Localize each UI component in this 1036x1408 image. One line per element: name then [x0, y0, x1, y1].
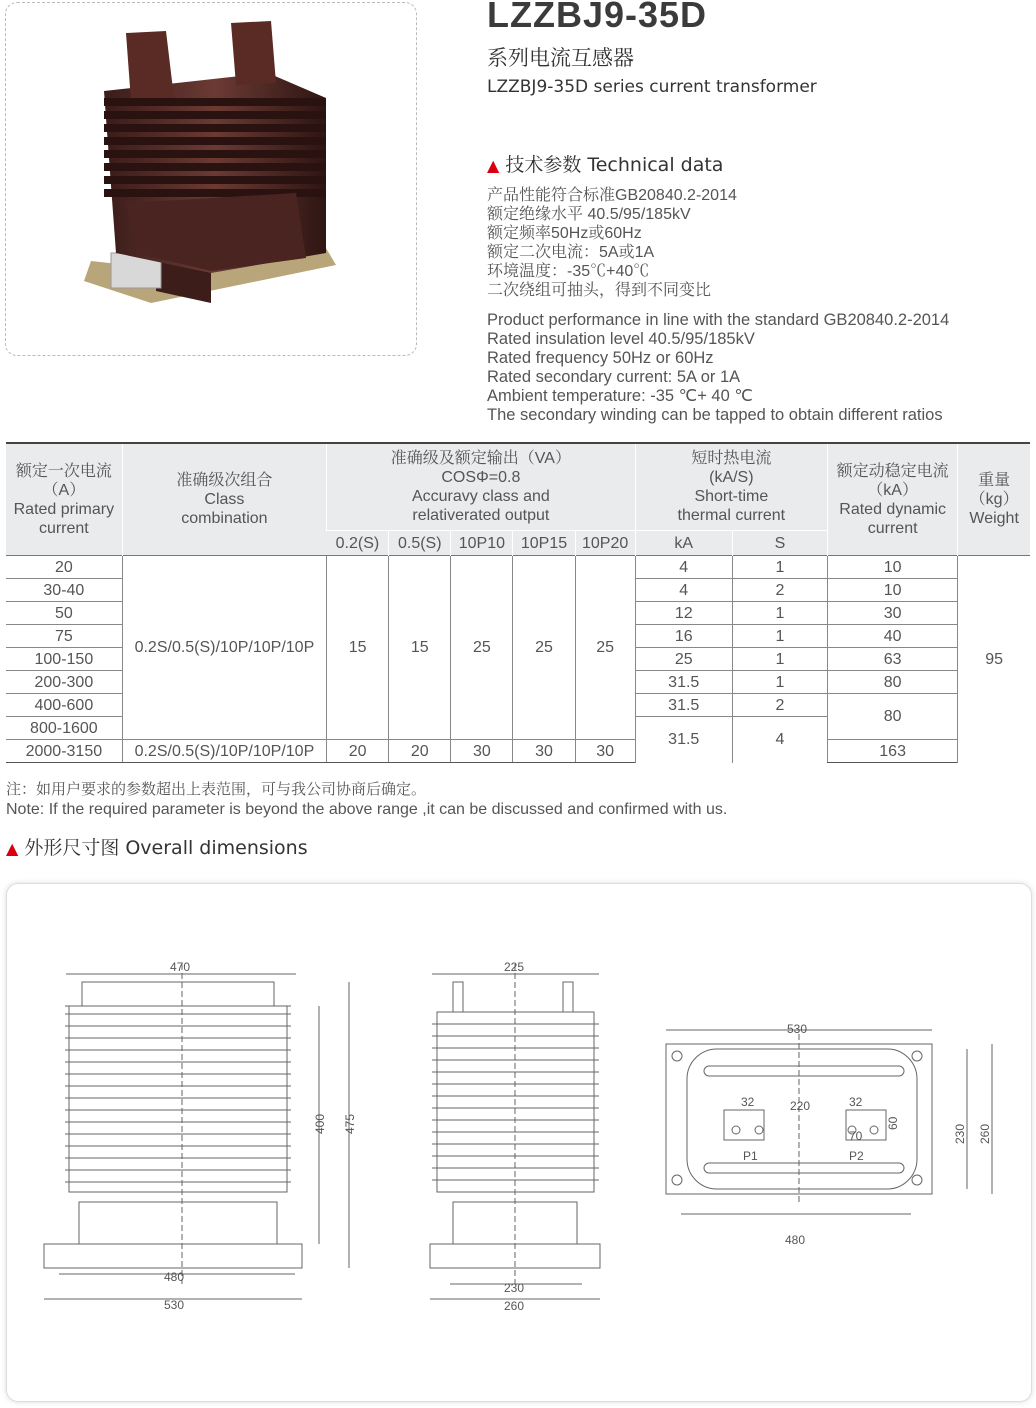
cell-dynamic: 30 — [828, 602, 958, 625]
dim-label: P2 — [849, 1149, 864, 1163]
cell-primary: 50 — [6, 602, 122, 625]
cell-s: 2 — [732, 694, 827, 717]
subheader: S — [732, 531, 827, 556]
cell-primary: 75 — [6, 625, 122, 648]
dim-label: 530 — [164, 1298, 185, 1312]
header-short-time-current: 短时热电流 (kA/S) Short-time thermal current — [635, 443, 827, 531]
subheader: 10P15 — [513, 531, 575, 556]
dim-label: 220 — [790, 1099, 811, 1113]
dim-label: 70 — [849, 1129, 863, 1143]
dimension-drawing-panel — [6, 883, 1032, 1402]
cell-ka: 25 — [635, 648, 732, 671]
spec-list-en — [487, 311, 949, 425]
cell-dynamic: 10 — [828, 579, 958, 602]
cell-dynamic: 10 — [828, 556, 958, 579]
product-photo — [6, 3, 418, 357]
cell-primary: 800-1600 — [6, 717, 122, 740]
header-class-combination: 准确级次组合 Class combination — [122, 443, 326, 556]
cell-output: 15 — [389, 556, 451, 740]
dimensions-heading: ▲ 外形尺寸图 Overall dimensions — [6, 837, 308, 859]
cell-primary: 200-300 — [6, 671, 122, 694]
subheader: 10P10 — [451, 531, 513, 556]
spec-list-cn — [487, 186, 737, 300]
cell-output: 30 — [513, 740, 575, 763]
spec-line: 二次绕组可抽头，得到不同变比 — [487, 282, 712, 299]
triangle-icon: ▲ — [6, 839, 19, 858]
cell-ka: 31.5 — [635, 671, 732, 694]
dim-label: 480 — [164, 1270, 185, 1284]
side-view — [430, 964, 600, 1299]
dim-label: 530 — [787, 1022, 808, 1036]
header-rated-primary: 额定一次电流 （A） Rated primary current — [6, 443, 122, 556]
cell-dynamic: 80 — [828, 694, 958, 740]
subheader: 0.5(S) — [389, 531, 451, 556]
spec-line: Rated frequency 50Hz or 60Hz — [487, 349, 714, 367]
cell-s: 2 — [732, 579, 827, 602]
spec-line: 额定绝缘水平 40.5/95/185kV — [487, 206, 691, 223]
dim-label: 32 — [741, 1095, 755, 1109]
dim-label: 32 — [849, 1095, 863, 1109]
dim-label: 470 — [170, 960, 191, 974]
header-accuracy-output: 准确级及额定输出（VA） COSΦ=0.8 Accuravy class and relativerated output — [327, 443, 636, 531]
cell-s: 4 — [732, 717, 827, 763]
cell-output: 20 — [327, 740, 389, 763]
dim-label: P1 — [743, 1149, 758, 1163]
spec-line: 环境温度：-35℃+40℃ — [487, 263, 650, 280]
subheader: kA — [635, 531, 732, 556]
cell-primary: 30-40 — [6, 579, 122, 602]
cell-s: 1 — [732, 625, 827, 648]
cell-output: 25 — [513, 556, 575, 740]
product-photo-frame — [5, 2, 417, 356]
spec-line: 产品性能符合标准GB20840.2-2014 — [487, 187, 737, 204]
cell-ka: 4 — [635, 556, 732, 579]
note-en: Note: If the required parameter is beyond the above range ,it can be discussed and confirmed with us. — [6, 801, 728, 818]
cell-output: 30 — [575, 740, 635, 763]
cell-primary: 2000-3150 — [6, 740, 122, 763]
cell-class: 0.2S/0.5(S)/10P/10P/10P — [122, 556, 326, 740]
dim-label: 400 — [313, 1113, 327, 1134]
cell-ka: 31.5 — [635, 694, 732, 717]
cell-s: 1 — [732, 648, 827, 671]
note-cn: 注：如用户要求的参数超出上表范围，可与我公司协商后确定。 — [6, 781, 427, 798]
dim-label: 260 — [504, 1299, 525, 1313]
cell-primary: 20 — [6, 556, 122, 579]
cell-dynamic: 63 — [828, 648, 958, 671]
dimension-drawings — [7, 884, 1031, 1401]
cell-class: 0.2S/0.5(S)/10P/10P/10P — [122, 740, 326, 763]
tech-data-heading: ▲ 技术参数 Technical data — [487, 154, 724, 176]
technical-data-table — [6, 442, 1030, 763]
plan-view — [666, 1030, 992, 1214]
header-weight: 重量 （kg） Weight — [958, 443, 1030, 556]
cell-ka: 31.5 — [635, 717, 732, 763]
cell-s: 1 — [732, 671, 827, 694]
dim-label: 475 — [343, 1113, 357, 1134]
cell-ka: 12 — [635, 602, 732, 625]
dim-label: 230 — [953, 1123, 967, 1144]
dim-label: 225 — [504, 960, 525, 974]
dim-label: 480 — [785, 1233, 806, 1247]
subheader: 0.2(S) — [327, 531, 389, 556]
cell-dynamic: 163 — [828, 740, 958, 763]
product-subtitle-cn: 系列电流互感器 — [487, 46, 634, 70]
cell-output: 25 — [575, 556, 635, 740]
header-dynamic-current: 额定动稳定电流 （kA） Rated dynamic current — [828, 443, 958, 556]
cell-output: 30 — [451, 740, 513, 763]
spec-line: Rated secondary current: 5A or 1A — [487, 368, 741, 386]
cell-ka: 16 — [635, 625, 732, 648]
front-view — [44, 964, 349, 1299]
dim-label: 260 — [978, 1123, 992, 1144]
cell-primary: 100-150 — [6, 648, 122, 671]
subheader: 10P20 — [575, 531, 635, 556]
triangle-icon: ▲ — [487, 156, 500, 175]
cell-primary: 400-600 — [6, 694, 122, 717]
cell-s: 1 — [732, 602, 827, 625]
cell-output: 25 — [451, 556, 513, 740]
spec-line: Ambient temperature: -35 ℃+ 40 ℃ — [487, 387, 753, 405]
spec-line: The secondary winding can be tapped to obtain different ratios — [487, 406, 943, 424]
product-subtitle-en: LZZBJ9-35D series current transformer — [487, 77, 817, 97]
spec-line: Product performance in line with the standard GB20840.2-2014 — [487, 311, 950, 329]
cell-dynamic: 80 — [828, 671, 958, 694]
cell-ka: 4 — [635, 579, 732, 602]
dim-label: 60 — [886, 1116, 900, 1130]
cell-dynamic: 40 — [828, 625, 958, 648]
spec-line: 额定二次电流：5A或1A — [487, 244, 655, 261]
spec-line: Rated insulation level 40.5/95/185kV — [487, 330, 755, 348]
cell-output: 20 — [389, 740, 451, 763]
product-model-title: LZZBJ9-35D — [487, 0, 708, 35]
dim-label: 230 — [504, 1281, 525, 1295]
cell-s: 1 — [732, 556, 827, 579]
spec-line: 额定频率50Hz或60Hz — [487, 225, 642, 242]
cell-weight: 95 — [958, 556, 1030, 763]
cell-output: 15 — [327, 556, 389, 740]
